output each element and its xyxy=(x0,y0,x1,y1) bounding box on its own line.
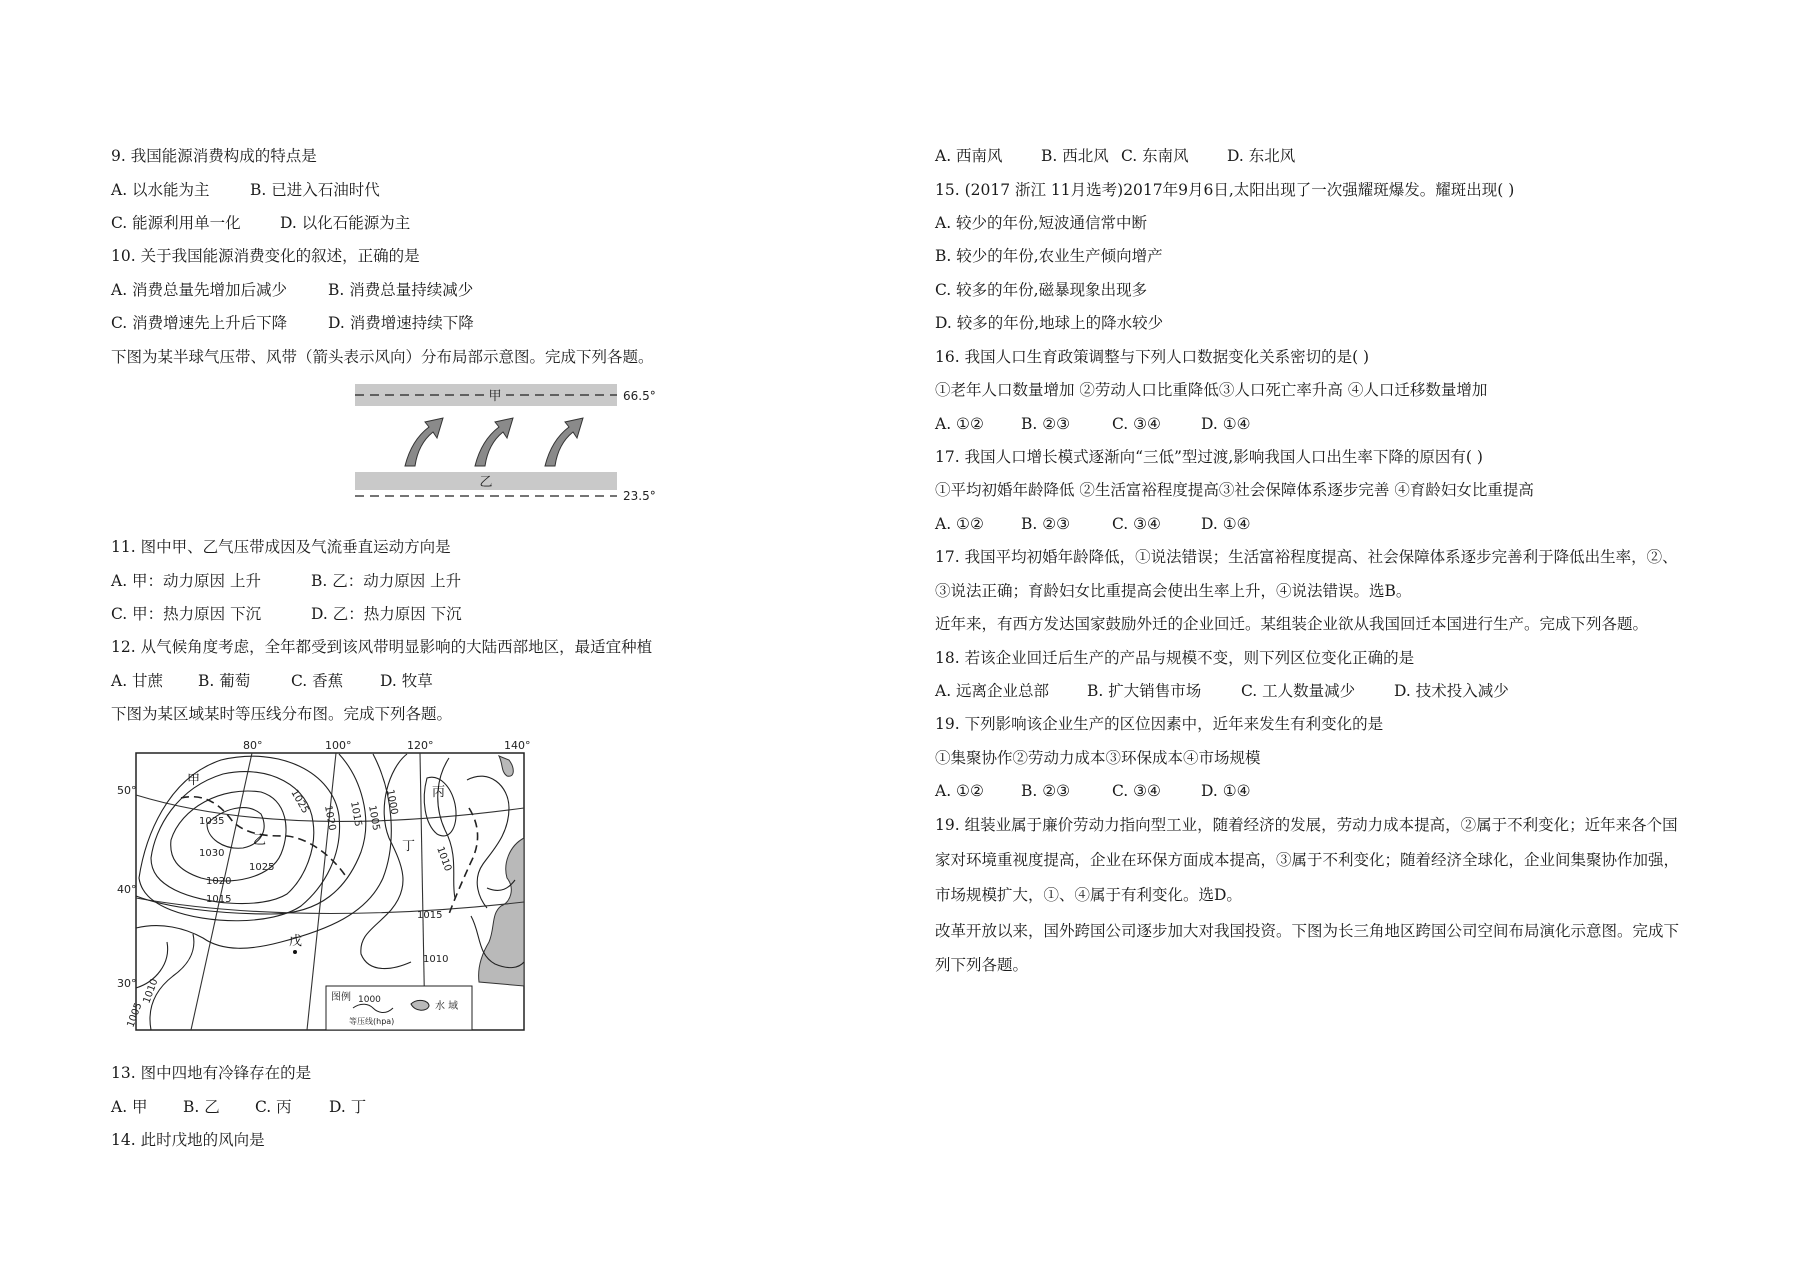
place-yi-label: 乙 xyxy=(253,833,267,848)
q15-option-d[interactable]: D. 较多的年份,地球上的降水较少 xyxy=(935,314,1164,332)
q15-stem: 15. (2017 浙江 11月选考)2017年9月6日,太阳出现了一次强耀斑爆发。耀斑出现( ) xyxy=(935,181,1515,199)
q19-answer-line3: 市场规模扩大，①、④属于有利变化。选D。 xyxy=(935,886,1242,904)
q16-option-a[interactable]: A. ①② xyxy=(935,415,984,433)
isobar-label: 1010 xyxy=(434,845,454,873)
q14-option-a[interactable]: A. 西南风 xyxy=(935,147,1003,165)
q11-option-d[interactable]: D. 乙：热力原因 下沉 xyxy=(311,605,462,623)
place-wu-dot xyxy=(293,950,297,954)
q16-option-c[interactable]: C. ③④ xyxy=(1112,415,1161,433)
isobar-label: 1030 xyxy=(199,848,225,859)
legend-title: 图例 xyxy=(331,992,351,1003)
place-ding-label: 丁 xyxy=(402,839,416,854)
legend-water-label: 水 域 xyxy=(435,1001,459,1012)
q12-option-b[interactable]: B. 葡萄 xyxy=(198,672,251,690)
q12-option-c[interactable]: C. 香蕉 xyxy=(291,672,344,690)
q17-options xyxy=(935,514,1251,534)
isobar-map-figure xyxy=(111,738,551,1034)
q11-option-b[interactable]: B. 乙：动力原因 上升 xyxy=(311,572,462,590)
q14-option-b[interactable]: B. 西北风 xyxy=(1041,147,1109,165)
isobar-label: 1020 xyxy=(206,876,232,887)
q9-option-a[interactable]: A. 以水能为主 xyxy=(111,181,210,199)
q11-option-a[interactable]: A. 甲：动力原因 上升 xyxy=(111,572,261,590)
q17-answer-line2: ③说法正确；育龄妇女比重提高会使出生率上升，④说法错误。选B。 xyxy=(935,582,1412,600)
isobar-label: 1005 xyxy=(366,804,382,832)
q19-option-c[interactable]: C. ③④ xyxy=(1112,782,1161,800)
lat-40-label: 40° xyxy=(117,883,137,896)
q19-option-a[interactable]: A. ①② xyxy=(935,782,984,800)
q14-option-c[interactable]: C. 东南风 xyxy=(1121,147,1189,165)
q14-option-d[interactable]: D. 东北风 xyxy=(1227,147,1296,165)
q9-options-row1 xyxy=(111,180,380,200)
q10-options-row1 xyxy=(111,280,473,300)
wind-arrow-icon xyxy=(405,418,443,466)
q19-answer-line2: 家对环境重视度提高，企业在环保方面成本提高，③属于不利变化；随着经济全球化，企业间集聚协作加强， xyxy=(935,851,1680,869)
q10-option-d[interactable]: D. 消费增速持续下降 xyxy=(328,314,474,332)
map-legend xyxy=(326,986,472,1030)
q19-option-d[interactable]: D. ①④ xyxy=(1201,782,1251,800)
q9-option-b[interactable]: B. 已进入石油时代 xyxy=(250,181,380,199)
q13-option-c[interactable]: C. 丙 xyxy=(255,1098,292,1116)
q18-stem: 18. 若该企业回迁后生产的产品与规模不变，则下列区位变化正确的是 xyxy=(935,649,1415,667)
wind-belt-figure xyxy=(353,380,773,505)
q17-option-a[interactable]: A. ①② xyxy=(935,515,984,533)
q15-option-c[interactable]: C. 较多的年份,磁暴现象出现多 xyxy=(935,281,1148,299)
q18-options xyxy=(935,681,1509,701)
q13-options xyxy=(111,1097,366,1117)
q18-option-b[interactable]: B. 扩大销售市场 xyxy=(1087,682,1202,700)
q16-option-d[interactable]: D. ①④ xyxy=(1201,415,1251,433)
isobar-label: 1025 xyxy=(249,862,275,873)
q17-option-d[interactable]: D. ①④ xyxy=(1201,515,1251,533)
q12-option-a[interactable]: A. 甘蔗 xyxy=(111,672,164,690)
q16-stem: 16. 我国人口生育政策调整与下列人口数据变化关系密切的是( ) xyxy=(935,348,1370,366)
isobar-label: 1015 xyxy=(417,910,443,921)
q18-option-a[interactable]: A. 远离企业总部 xyxy=(935,682,1050,700)
q11-options-row1 xyxy=(111,571,461,591)
q10-option-b[interactable]: B. 消费总量持续减少 xyxy=(328,281,474,299)
q14-options xyxy=(935,146,1295,166)
lat-30-label: 30° xyxy=(117,977,137,990)
q16-options xyxy=(935,414,1251,434)
q17-stem: 17. 我国人口增长模式逐渐向“三低”型过渡,影响我国人口出生率下降的原因有( ) xyxy=(935,448,1483,466)
q17-option-c[interactable]: C. ③④ xyxy=(1112,515,1161,533)
q19-option-b[interactable]: B. ②③ xyxy=(1021,782,1071,800)
q17-items: ①平均初婚年龄降低 ②生活富裕程度提高③社会保障体系逐步完善 ④育龄妇女比重提高 xyxy=(935,481,1534,499)
isobar-label: 1000 xyxy=(384,788,400,816)
q16-items: ①老年人口数量增加 ②劳动人口比重降低③人口死亡率升高 ④人口迁移数量增加 xyxy=(935,381,1488,399)
belt-yi-label: 乙 xyxy=(479,475,493,490)
place-bing-label: 丙 xyxy=(432,785,446,800)
enterprise-intro: 近年来，有西方发达国家鼓励外迁的企业回迁。某组装企业欲从我国回迁本国进行生产。完成下列各题。 xyxy=(935,615,1649,633)
yrd-intro-line1: 改革开放以来，国外跨国公司逐步加大对我国投资。下图为长三角地区跨国公司空间布局演化示意图。完成下 xyxy=(935,922,1680,940)
isobar-map-intro: 下图为某区域某时等压线分布图。完成下列各题。 xyxy=(111,705,453,723)
wind-arrow-icon xyxy=(545,418,583,466)
q11-options-row2 xyxy=(111,604,462,624)
q10-option-a[interactable]: A. 消费总量先增加后减少 xyxy=(111,281,288,299)
q11-stem: 11. 图中甲、乙气压带成因及气流垂直运动方向是 xyxy=(111,538,451,556)
lat-50-label: 50° xyxy=(117,784,137,797)
q17-option-b[interactable]: B. ②③ xyxy=(1021,515,1071,533)
q18-option-c[interactable]: C. 工人数量减少 xyxy=(1241,682,1356,700)
isobar-label: 1005 xyxy=(125,1001,145,1030)
yrd-intro-line2: 列下列各题。 xyxy=(935,956,1029,974)
q16-option-b[interactable]: B. ②③ xyxy=(1021,415,1071,433)
isobar-label: 1010 xyxy=(423,954,449,965)
q9-option-d[interactable]: D. 以化石能源为主 xyxy=(280,214,411,232)
westerly-arrows xyxy=(405,418,583,466)
q10-option-c[interactable]: C. 消费增速先上升后下降 xyxy=(111,314,288,332)
lon-120-label: 120° xyxy=(407,739,434,752)
q17-answer-line1: 17. 我国平均初婚年龄降低，①说法错误；生活富裕程度提高、社会保障体系逐步完善利于降低出生率，②、 xyxy=(935,548,1678,566)
q10-options-row2 xyxy=(111,313,474,333)
q18-option-d[interactable]: D. 技术投入减少 xyxy=(1394,682,1509,700)
wind-belt-intro: 下图为某半球气压带、风带（箭头表示风向）分布局部示意图。完成下列各题。 xyxy=(111,348,654,366)
q13-option-b[interactable]: B. 乙 xyxy=(183,1098,220,1116)
place-jia-label: 甲 xyxy=(187,773,201,788)
q9-option-c[interactable]: C. 能源利用单一化 xyxy=(111,214,241,232)
q9-options-row2 xyxy=(111,213,410,233)
isobar-label: 1010 xyxy=(141,977,161,1006)
q15-option-b[interactable]: B. 较少的年份,农业生产倾向增产 xyxy=(935,247,1163,265)
isobar-label: 1015 xyxy=(348,800,364,828)
isobar-label: 1035 xyxy=(199,816,225,827)
q10-stem: 10. 关于我国能源消费变化的叙述，正确的是 xyxy=(111,247,420,265)
belt-jia-label: 甲 xyxy=(488,389,502,404)
q12-option-d[interactable]: D. 牧草 xyxy=(380,672,433,690)
lon-100-label: 100° xyxy=(325,739,352,752)
q15-option-a[interactable]: A. 较少的年份,短波通信常中断 xyxy=(935,214,1147,232)
wind-arrow-icon xyxy=(475,418,513,466)
isobar-label: 1015 xyxy=(206,894,232,905)
q19-options xyxy=(935,781,1251,801)
lat-66-label: 66.5° xyxy=(623,389,656,403)
legend-isobar-label: 等压线(hpa) xyxy=(349,1017,395,1026)
q13-option-d[interactable]: D. 丁 xyxy=(329,1098,367,1116)
isobar-label: 1020 xyxy=(322,804,338,832)
isobar-label: 1025 xyxy=(288,788,311,816)
place-wu-label: 戊 xyxy=(289,934,303,949)
q14-stem: 14. 此时戊地的风向是 xyxy=(111,1131,265,1149)
q19-items: ①集聚协作②劳动力成本③环保成本④市场规模 xyxy=(935,749,1261,767)
lon-140-label: 140° xyxy=(504,739,531,752)
q13-stem: 13. 图中四地有冷锋存在的是 xyxy=(111,1064,312,1082)
q13-option-a[interactable]: A. 甲 xyxy=(111,1098,148,1116)
lat-23-label: 23.5° xyxy=(623,489,656,503)
legend-isobar-value: 1000 xyxy=(358,995,381,1005)
q9-stem: 9. 我国能源消费构成的特点是 xyxy=(111,147,317,165)
q11-option-c[interactable]: C. 甲：热力原因 下沉 xyxy=(111,605,262,623)
q19-answer-line1: 19. 组装业属于廉价劳动力指向型工业，随着经济的发展，劳动力成本提高，②属于不利变化；近年来各个国 xyxy=(935,816,1678,834)
q12-options xyxy=(111,671,433,691)
lon-80-label: 80° xyxy=(243,739,263,752)
q12-stem: 12. 从气候角度考虑，全年都受到该风带明显影响的大陆西部地区，最适宜种植 xyxy=(111,638,653,656)
q19-stem: 19. 下列影响该企业生产的区位因素中，近年来发生有利变化的是 xyxy=(935,715,1384,733)
